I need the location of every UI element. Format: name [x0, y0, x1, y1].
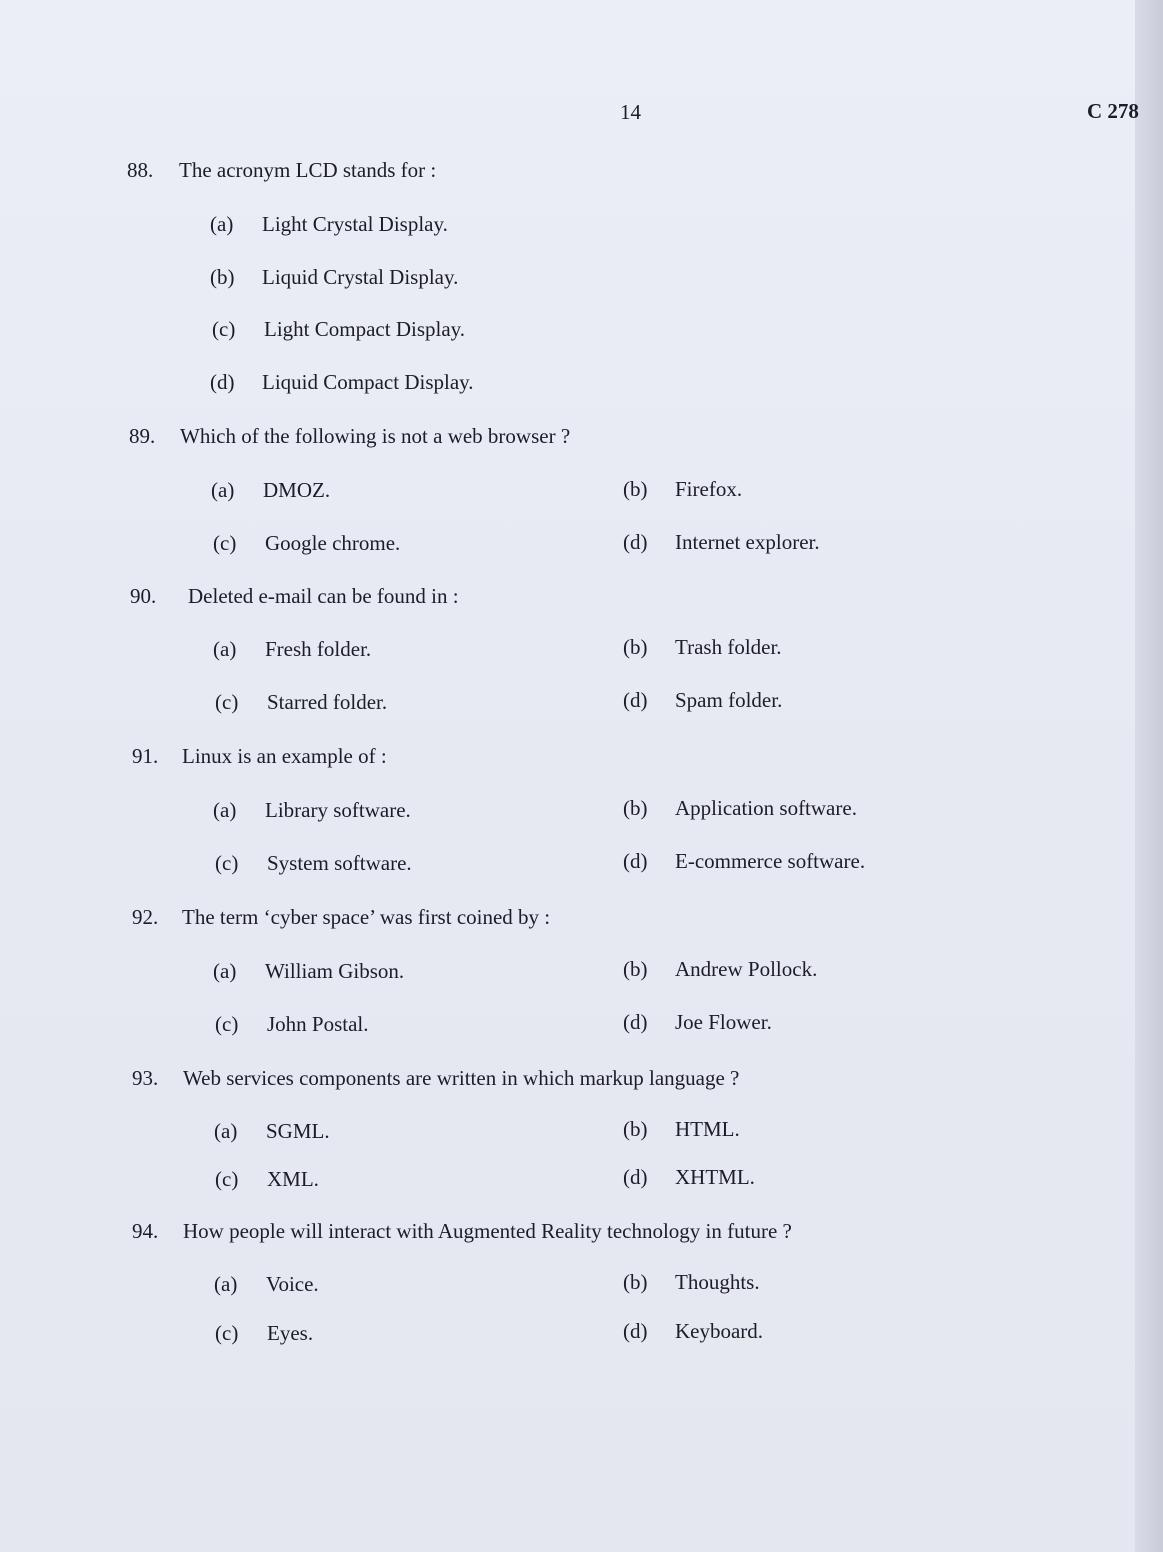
- option-d: [623, 1319, 763, 1344]
- option-label: (a): [210, 212, 234, 236]
- option-label: (b): [623, 635, 648, 659]
- option-label: (a): [214, 1272, 238, 1296]
- option-text: Voice.: [266, 1272, 319, 1296]
- option-text: Liquid Compact Display.: [262, 370, 474, 394]
- question-number: 89.: [129, 424, 156, 448]
- option-label: (b): [623, 477, 648, 501]
- option-c: [215, 690, 387, 715]
- option-b: [623, 635, 782, 660]
- question-number: 93.: [132, 1066, 159, 1090]
- option-a: [213, 959, 404, 984]
- option-text: Andrew Pollock.: [675, 957, 818, 981]
- option-label: (d): [623, 1010, 648, 1034]
- page-spine-shadow: [1135, 0, 1163, 1552]
- option-c: [213, 531, 400, 556]
- option-label: (c): [215, 851, 239, 875]
- question-text: How people will interact with Augmented Reality technology in future ?: [183, 1219, 792, 1243]
- option-text: SGML.: [266, 1119, 330, 1143]
- option-text: E-commerce software.: [675, 849, 866, 873]
- option-d: [210, 370, 474, 395]
- option-text: Internet explorer.: [675, 530, 820, 554]
- option-label: (d): [623, 530, 648, 554]
- option-d: [623, 530, 820, 555]
- option-text: Thoughts.: [675, 1270, 760, 1294]
- question-text: The acronym LCD stands for :: [179, 158, 437, 182]
- option-text: Application software.: [675, 796, 857, 820]
- option-d: [623, 1165, 755, 1190]
- option-label: (d): [623, 849, 648, 873]
- option-text: Trash folder.: [675, 635, 782, 659]
- option-text: Eyes.: [267, 1321, 314, 1345]
- option-a: [211, 478, 330, 503]
- option-label: (d): [210, 370, 235, 394]
- option-label: (d): [623, 1165, 648, 1189]
- option-label: (c): [215, 1012, 239, 1036]
- option-label: (b): [623, 1270, 648, 1294]
- option-text: Liquid Crystal Display.: [262, 265, 459, 289]
- question-text: Which of the following is not a web browser ?: [180, 424, 571, 448]
- option-d: [623, 849, 865, 874]
- question-number: 88.: [127, 158, 154, 182]
- option-text: Spam folder.: [675, 688, 783, 712]
- option-text: XHTML.: [675, 1165, 755, 1189]
- option-label: (a): [213, 959, 237, 983]
- option-b: [623, 1117, 740, 1142]
- option-b: [623, 477, 742, 502]
- question-text: Linux is an example of :: [182, 744, 387, 768]
- option-text: Fresh folder.: [265, 637, 372, 661]
- paper-code: C 278: [1087, 99, 1139, 123]
- question-number: 91.: [132, 744, 159, 768]
- option-label: (d): [623, 1319, 648, 1343]
- option-a: [213, 637, 371, 662]
- option-c: [215, 1321, 313, 1346]
- option-c: [215, 1167, 319, 1192]
- option-text: Library software.: [265, 798, 411, 822]
- option-label: (a): [211, 478, 235, 502]
- option-text: System software.: [267, 851, 412, 875]
- option-text: John Postal.: [267, 1012, 369, 1036]
- option-label: (b): [623, 957, 648, 981]
- question-text: Deleted e-mail can be found in :: [188, 584, 459, 608]
- option-b: [623, 1270, 760, 1295]
- option-d: [623, 688, 782, 713]
- option-b: [623, 957, 817, 982]
- option-label: (c): [212, 317, 236, 341]
- option-label: (c): [215, 690, 239, 714]
- option-b: [210, 265, 458, 290]
- option-text: William Gibson.: [265, 959, 405, 983]
- question-number: 94.: [132, 1219, 159, 1243]
- option-label: (c): [215, 1167, 239, 1191]
- option-text: Firefox.: [675, 477, 743, 501]
- option-label: (c): [213, 531, 237, 555]
- option-a: [210, 212, 448, 237]
- option-label: (b): [623, 1117, 648, 1141]
- option-text: Keyboard.: [675, 1319, 764, 1343]
- option-label: (a): [213, 798, 237, 822]
- question-number: 92.: [132, 905, 159, 929]
- option-label: (c): [215, 1321, 239, 1345]
- question-text: The term ‘cyber space’ was first coined by :: [182, 905, 551, 929]
- option-text: Light Crystal Display.: [262, 212, 448, 236]
- option-label: (b): [210, 265, 235, 289]
- option-a: [213, 798, 411, 823]
- option-text: Starred folder.: [267, 690, 388, 714]
- option-b: [623, 796, 857, 821]
- option-text: XML.: [267, 1167, 319, 1191]
- option-a: [214, 1119, 330, 1144]
- option-a: [214, 1272, 319, 1297]
- option-label: (a): [214, 1119, 238, 1143]
- question-text: Web services components are written in which markup language ?: [183, 1066, 740, 1090]
- option-d: [623, 1010, 772, 1035]
- option-label: (a): [213, 637, 237, 661]
- option-c: [212, 317, 465, 342]
- option-text: HTML.: [675, 1117, 740, 1141]
- option-label: (d): [623, 688, 648, 712]
- option-text: Joe Flower.: [675, 1010, 772, 1034]
- page-number: 14: [620, 100, 641, 124]
- option-c: [215, 851, 412, 876]
- option-text: Google chrome.: [265, 531, 401, 555]
- question-number: 90.: [130, 584, 157, 608]
- option-text: Light Compact Display.: [264, 317, 466, 341]
- option-label: (b): [623, 796, 648, 820]
- option-c: [215, 1012, 369, 1037]
- option-text: DMOZ.: [263, 478, 331, 502]
